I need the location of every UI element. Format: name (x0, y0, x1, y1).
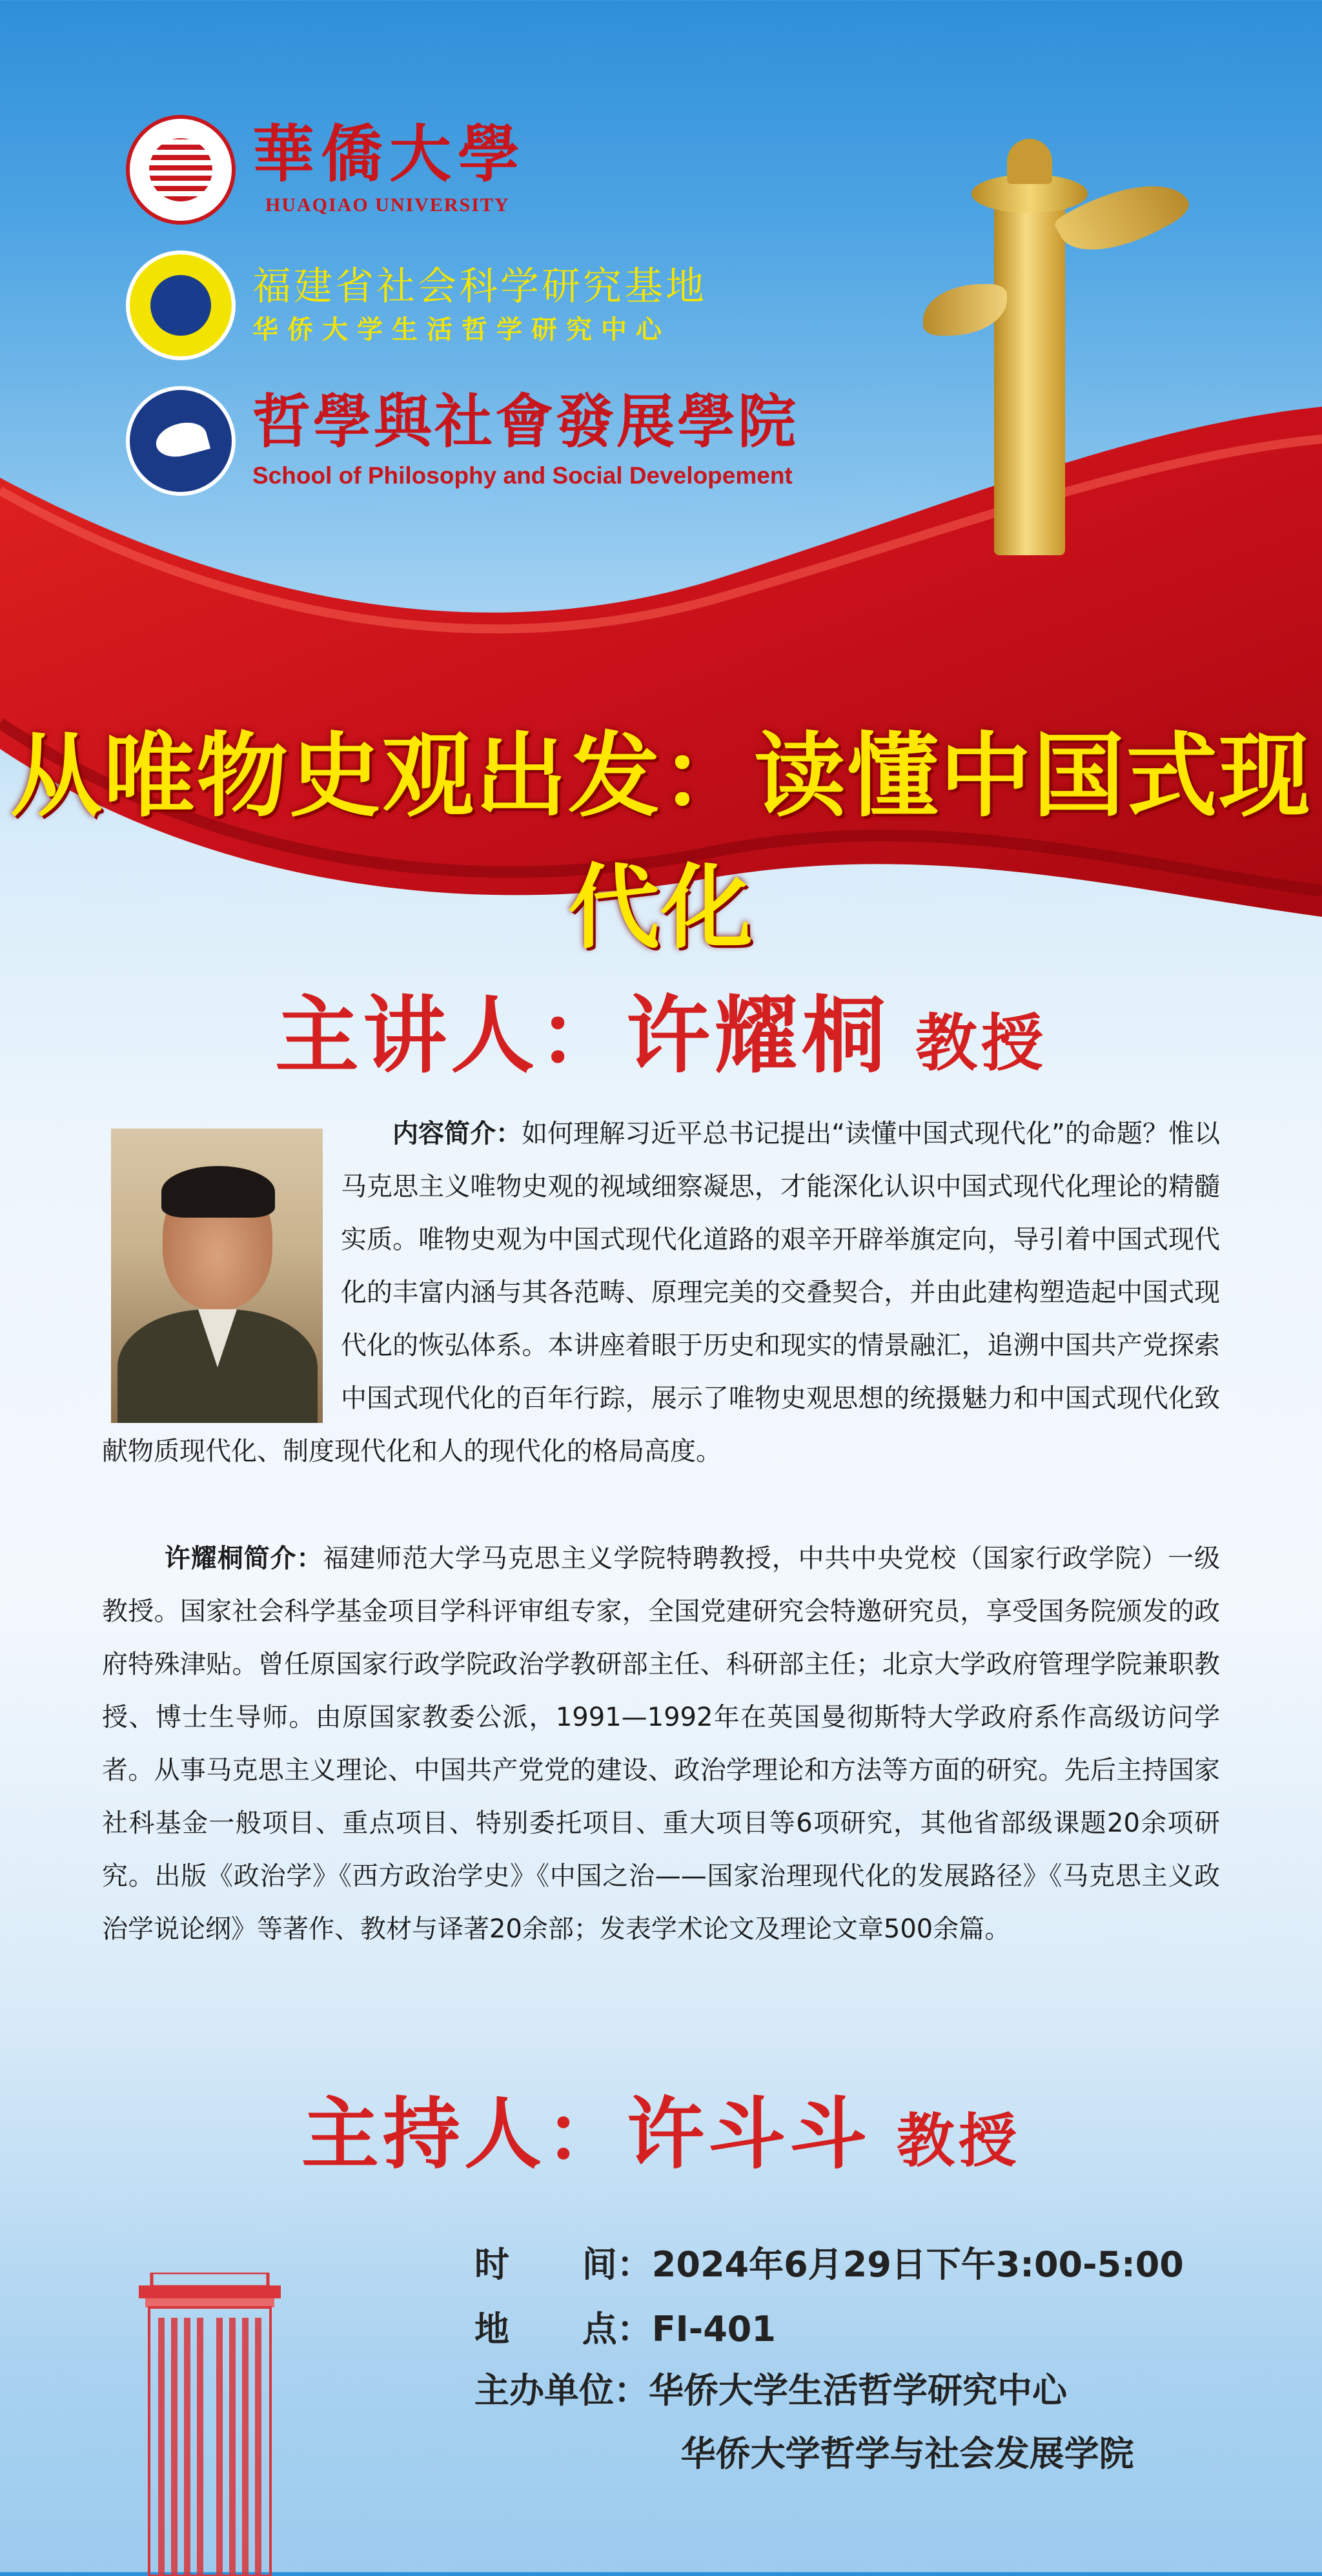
host-heading (0, 2072, 1322, 2183)
photo-float-spacer (102, 1107, 341, 1425)
speaker-bio (102, 1532, 1220, 1956)
fujian-base-seal-icon (126, 250, 236, 360)
speaker-bio-label: 许耀桐简介： (164, 1544, 323, 1573)
host-title: 教授 (897, 2107, 1021, 2175)
huabiao-pillar (994, 194, 1065, 555)
event-organizer-1: 主办单位：华侨大学生活哲学研究中心 (474, 2370, 1067, 2411)
school-name-cn: 哲學與社會發展學院 (252, 387, 798, 456)
huabiao-beast (1007, 139, 1052, 184)
life-philosophy-center-name: 华侨大学生活哲学研究中心 (252, 315, 671, 345)
school-logo (126, 386, 798, 496)
fujian-base-logo (126, 250, 707, 360)
school-name-en: School of Philosophy and Social Developement (252, 462, 793, 489)
school-seal-icon (126, 386, 236, 496)
building-illustration (132, 2273, 287, 2576)
huaqiao-logo (126, 115, 526, 225)
lecture-title: 从唯物史观出发：读懂中国式现代化 (10, 723, 1312, 961)
huabiao-cloud-wing (1053, 160, 1194, 272)
speaker-title: 教授 (915, 1007, 1047, 1079)
fujian-base-name: 福建省社会科学研究基地 (252, 264, 707, 309)
huaqiao-name-en: HUAQIAO UNIVERSITY (265, 194, 510, 216)
host-name: 主持人：许斗斗 (301, 2089, 871, 2180)
speaker-heading (0, 968, 1322, 1089)
huaqiao-seal-icon (126, 115, 236, 225)
content-intro-text: 如何理解习近平总书记提出“读懂中国式现代化”的命题？惟以马克思主义唯物史观的视域细察凝思，才能深化认识中国式现代化理论的精髓实质。唯物史观为中国式现代化道路的艰辛开辟举旗定向，导引着中国式现代化的丰富内涵与其各范畴、原理完美的交叠契合，并由此建构塑造起中国式现代化的恢弘体系。本讲座着眼于历史和现实的情景融汇，追溯中国共产党探索中国式现代化的百年行踪，展示了唯物史观思想的统摄魅力和中国式现代化致献物质现代化、制度现代化和人的现代化的格局高度。 (102, 1119, 1221, 1466)
speaker-bio-text: 福建师范大学马克思主义学院特聘教授，中共中央党校（国家行政学院）一级教授。国家社会科学基金项目学科评审组专家，全国党建研究会特邀研究员，享受国务院颁发的政府特殊津贴。曾任原国家行政学院政治学教研部主任、科研部主任；北京大学政府管理学院兼职教授、博士生导师。由原国家教委公派，1991—1992年在英国曼彻斯特大学政府系作高级访问学者。从事马克思主义理论、中国共产党党的建设、政治学理论和方法等方面的研究。先后主持国家社科基金一般项目、重点项目、特别委托项目、重大项目等6项研究，其他省部级课题20余项研究。出版《政治学》《西方政治学史》《中国之治——国家治理现代化的发展路径》《马克思主义政治学说论纲》等著作、教材与译著20余部；发表学术论文及理论文章500余篇。 (102, 1544, 1221, 1944)
event-place: 地 点：FI-401 (474, 2309, 776, 2349)
event-time: 时 间：2024年6月29日下午3:00-5:00 (474, 2244, 1184, 2285)
speaker-name: 主讲人：许耀桐 (274, 986, 890, 1085)
event-organizer-2: 华侨大学哲学与社会发展学院 (474, 2433, 1134, 2474)
content-intro-label: 内容简介： (392, 1119, 522, 1149)
content-intro (102, 1107, 1220, 1478)
huaqiao-name-cn: 華僑大學 (252, 118, 526, 190)
